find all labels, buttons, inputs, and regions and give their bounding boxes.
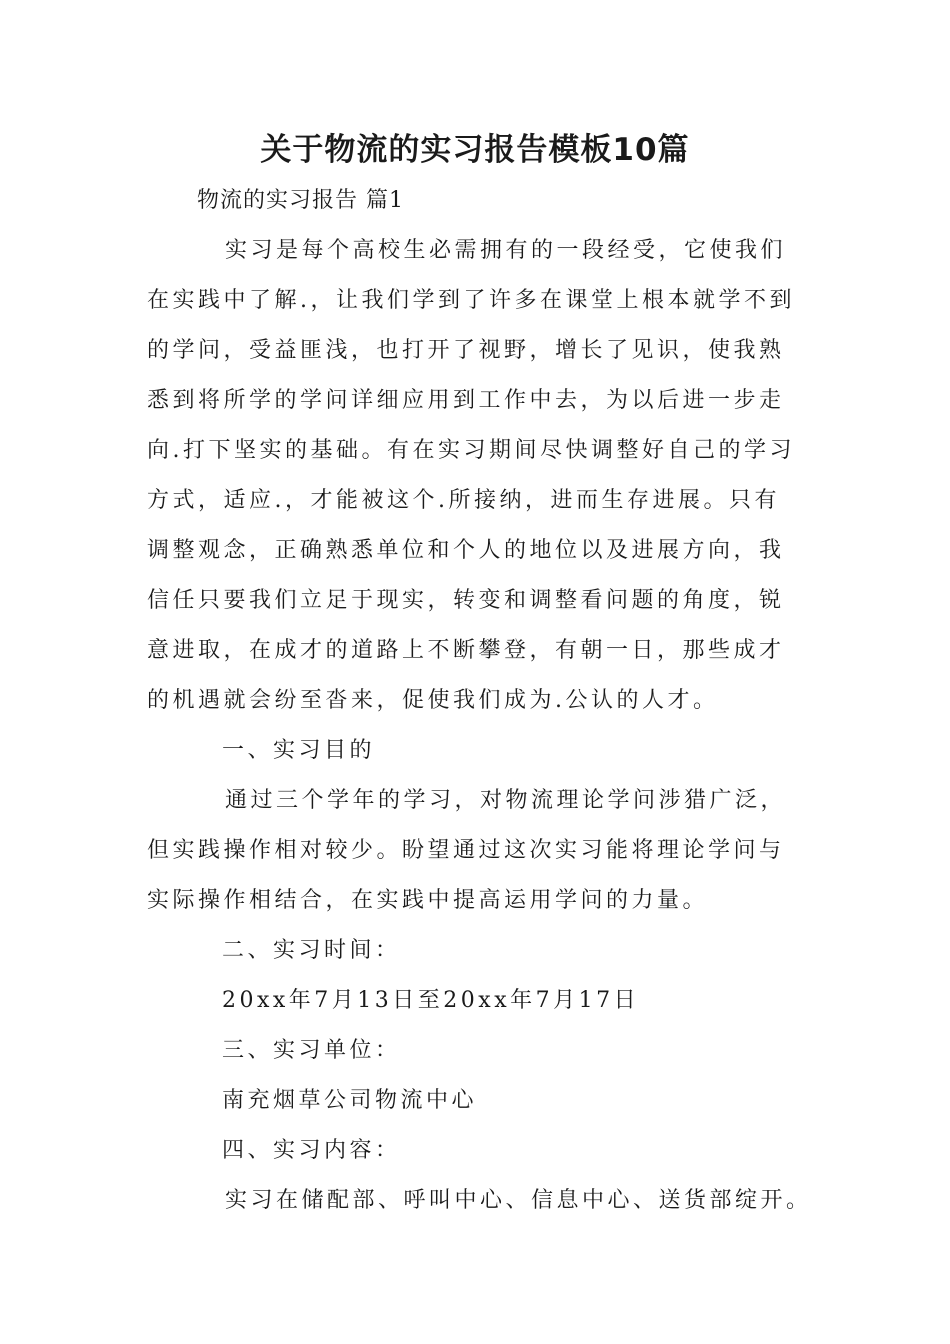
text-line: 实际操作相结合，在实践中提高运用学问的力量。 bbox=[147, 888, 709, 913]
text-line: 三、实习单位： bbox=[222, 1038, 401, 1063]
text-line: 一、实习目的 bbox=[222, 738, 376, 763]
section-subtitle: 物流的实习报告 篇1 bbox=[197, 188, 404, 213]
text-line: 二、实习时间： bbox=[222, 938, 401, 963]
text-line: 但实践操作相对较少。盼望通过这次实习能将理论学问与 bbox=[147, 838, 785, 863]
document-body bbox=[147, 176, 817, 1226]
text-line: 的机遇就会纷至沓来，促使我们成为.公认的人才。 bbox=[147, 688, 719, 713]
text-line: 意进取，在成才的道路上不断攀登，有朝一日，那些成才 bbox=[147, 638, 785, 663]
text-line: 向.打下坚实的基础。有在实习期间尽快调整好自己的学习 bbox=[147, 438, 795, 463]
text-line: 方式，适应.，才能被这个.所接纳，进而生存进展。只有 bbox=[147, 488, 780, 513]
text-line: 四、实习内容： bbox=[222, 1138, 401, 1163]
text-line: 南充烟草公司物流中心 bbox=[222, 1088, 478, 1113]
text-line: 20xx年7月13日至20xx年7月17日 bbox=[222, 988, 640, 1013]
text-line: 实习是每个高校生必需拥有的一段经受，它使我们 bbox=[225, 238, 787, 263]
document-title: 关于物流的实习报告模板10篇 bbox=[260, 132, 690, 168]
paragraph-lines bbox=[147, 226, 817, 1226]
text-line: 的学问，受益匪浅，也打开了视野，增长了见识，使我熟 bbox=[147, 338, 785, 363]
text-line: 悉到将所学的学问详细应用到工作中去，为以后进一步走 bbox=[147, 388, 785, 413]
text-line: 在实践中了解.，让我们学到了许多在课堂上根本就学不到 bbox=[147, 288, 795, 313]
text-line: 实习在储配部、呼叫中心、信息中心、送货部绽开。 bbox=[225, 1188, 812, 1213]
text-line: 调整观念，正确熟悉单位和个人的地位以及进展方向，我 bbox=[147, 538, 785, 563]
text-line: 通过三个学年的学习，对物流理论学问涉猎广泛， bbox=[225, 788, 787, 813]
text-line: 信任只要我们立足于现实，转变和调整看问题的角度，锐 bbox=[147, 588, 785, 613]
